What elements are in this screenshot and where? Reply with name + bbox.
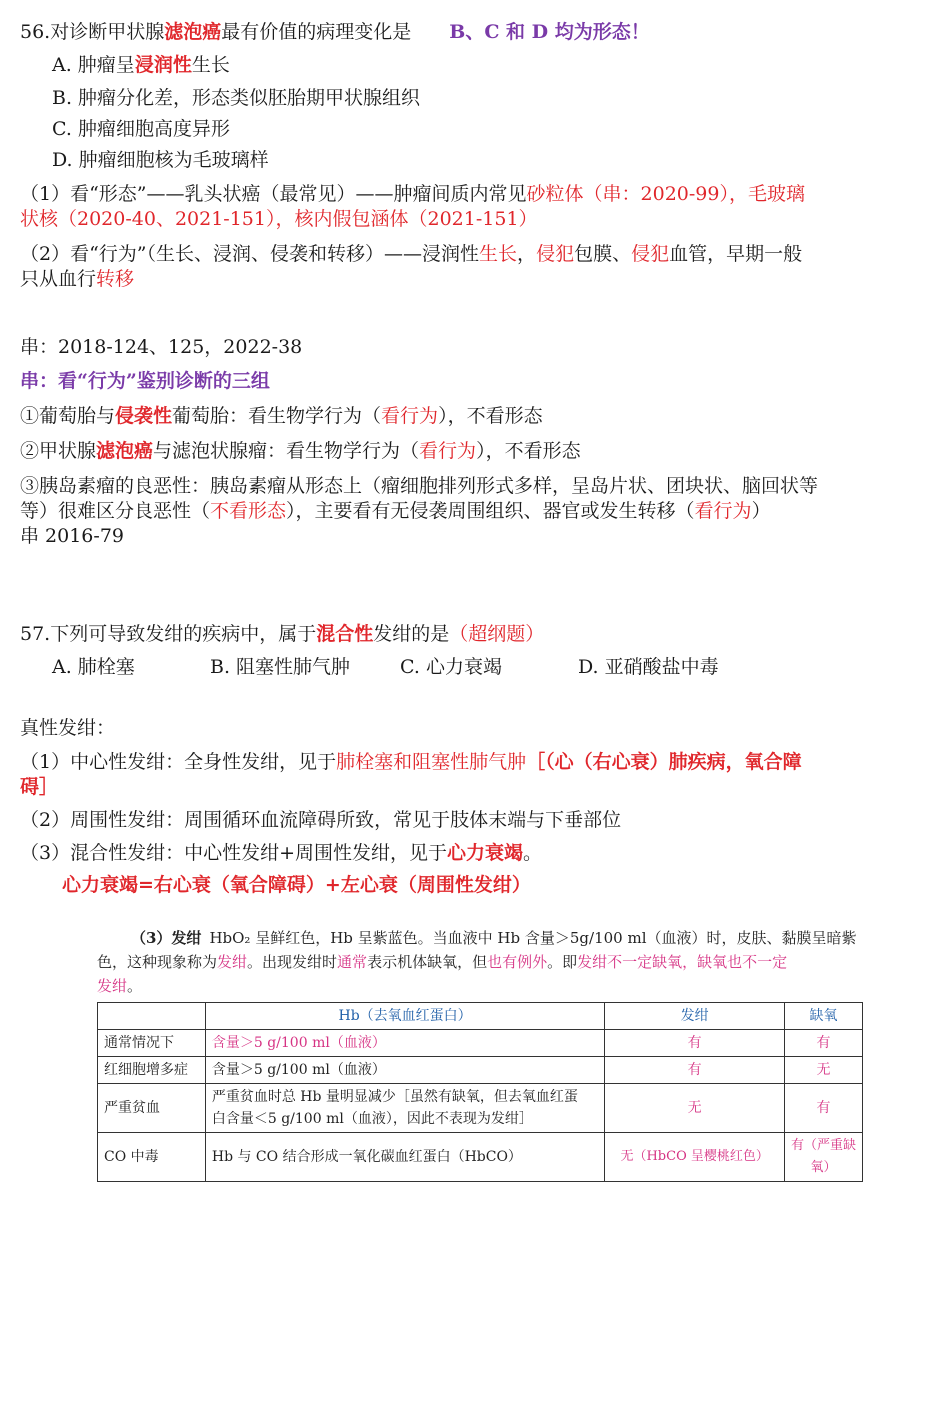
series-item-2-text-3: ），不看形态 — [476, 440, 581, 462]
series-item-3-line2 — [20, 499, 771, 524]
table-cell: 有（严重缺氧） — [785, 1133, 863, 1182]
q56-stem-keyword: 滤泡癌 — [164, 21, 222, 43]
series-item-3-text: 等）很难区分良恶性（ — [20, 500, 211, 522]
series-item-1-text: ①葡萄胎与 — [20, 405, 116, 427]
table-cell-line: 严重贫血时总 Hb 量明显减少［虽然有缺氧，但去氧血红蛋 — [211, 1089, 578, 1105]
q56-option-a — [52, 53, 230, 78]
q56-point2-text-2: 包膜、 — [574, 243, 632, 265]
q56-point2-red-2: 侵犯 — [536, 243, 575, 265]
q56-stem — [20, 20, 650, 45]
q56-option-d: D. 肿瘤细胞核为毛玻璃样 — [52, 149, 269, 171]
cyanosis-table — [97, 1002, 863, 1182]
series-item-2-text: ②甲状腺 — [20, 440, 97, 462]
textbook-line2-text: 色，这种现象称为 — [97, 953, 218, 971]
q57-formula: 心力衰竭=右心衰（氧合障碍）+左心衰（周围性发绀） — [62, 874, 531, 896]
q57-mixed-keyword: 心力衰竭 — [447, 842, 524, 864]
textbook-line3-pink: 发绀 — [97, 977, 128, 995]
series-item-3-red-1: 不看形态 — [210, 500, 287, 522]
table-cell: 严重贫血 — [98, 1084, 206, 1133]
q57-stem — [20, 622, 544, 647]
table-cell: 有 — [785, 1030, 863, 1057]
series-item-2 — [20, 439, 581, 464]
table-cell — [205, 1084, 604, 1133]
series-ref-2: 串 2016-79 — [20, 525, 124, 547]
table-row — [98, 1057, 863, 1084]
series-item-3-line1: ③胰岛素瘤的良恶性：胰岛素瘤从形态上（瘤细胞排列形式多样，呈岛片状、团块状、脑回状等 — [20, 475, 819, 497]
table-header-cell — [98, 1003, 206, 1030]
q56-point2-red-3: 侵犯 — [631, 243, 670, 265]
q56-point2-line2-text: 只从血行 — [20, 268, 97, 290]
series-item-1-keyword: 侵袭性 — [115, 405, 173, 427]
series-item-1 — [20, 404, 543, 429]
q56-option-b: B. 肿瘤分化差，形态类似胚胎期甲状腺组织 — [52, 87, 421, 109]
textbook-line1-text: HbO₂ 呈鲜红色，Hb 呈紫蓝色。当血液中 Hb 含量＞5g/100 ml（血液）时，皮肤、黏膜呈暗紫 — [209, 929, 857, 947]
q56-point1-red: 砂粒体（串：2020-99），毛玻璃 — [526, 183, 805, 205]
q56-stem-text: 对诊断甲状腺 — [50, 21, 165, 43]
q56-point1-text: （1）看“形态”——乳头状癌（最常见）——肿瘤间质内常见 — [20, 183, 527, 205]
series-item-2-keyword: 滤泡癌 — [96, 440, 154, 462]
q57-stem-keyword: 混合性 — [316, 623, 374, 645]
textbook-line2 — [97, 950, 863, 974]
series-item-2-text-2: 与滤泡状腺瘤：看生物学行为（ — [153, 440, 420, 462]
q56-option-c: C. 肿瘤细胞高度异形 — [52, 118, 230, 140]
q56-number: 56. — [20, 21, 51, 43]
textbook-title: （3）发绀 — [131, 929, 202, 947]
textbook-line2-text-4: 。即 — [547, 953, 578, 971]
q57-central-line2: 碍］ — [20, 776, 59, 798]
q57-central-red: 肺栓塞和阻塞性肺气肿 — [336, 751, 527, 773]
q57-mixed-period: 。 — [523, 842, 543, 864]
textbook-line2-text-2: 。出现发绀时 — [247, 953, 338, 971]
table-cell: 有 — [785, 1084, 863, 1133]
textbook-line1 — [97, 926, 863, 950]
q56-answer-note: B、C 和 D 均为形态！ — [449, 21, 650, 43]
table-row — [98, 1084, 863, 1133]
table-cell: 无 — [785, 1057, 863, 1084]
q56-option-a-text-2: 生长 — [191, 54, 230, 76]
textbook-line2-pink-4: 发绀不一定缺氧，缺氧也不一定 — [577, 953, 788, 971]
series-item-3-text-2: ），主要看有无侵袭周围组织、器官或发生转移（ — [286, 500, 695, 522]
table-row — [98, 1030, 863, 1057]
q57-central-text: （1）中心性发绀：全身性发绀，见于 — [20, 751, 337, 773]
q57-peripheral: （2）周围性发绀：周围循环血流障碍所致，常见于肢体末端与下垂部位 — [20, 809, 622, 831]
q56-point2-line1 — [20, 242, 802, 267]
series-item-3-text-3: ） — [751, 500, 771, 522]
textbook-line2-text-3: 表示机体缺氧，但 — [367, 953, 488, 971]
series-item-1-text-2: 葡萄胎：看生物学行为（ — [172, 405, 382, 427]
q56-point2-line2-red: 转移 — [96, 268, 135, 290]
q57-option-a: A. 肺栓塞 — [52, 656, 135, 678]
q57-stem-red: （超纲题） — [449, 623, 545, 645]
q57-option-d: D. 亚硝酸盐中毒 — [578, 656, 719, 678]
table-header-cell: 发绀 — [605, 1003, 785, 1030]
q57-central-line1 — [20, 750, 802, 775]
textbook-line2-pink-1: 发绀 — [217, 953, 248, 971]
q57-option-b: B. 阻塞性肺气肿 — [210, 656, 351, 678]
q57-mixed — [20, 841, 542, 866]
table-cell: 有 — [605, 1030, 785, 1057]
q56-point2-sep: ， — [517, 243, 537, 265]
table-cell: 含量＞5 g/100 ml（血液） — [205, 1057, 604, 1084]
series-item-1-text-3: ），不看形态 — [438, 405, 543, 427]
table-cell: 无 — [605, 1084, 785, 1133]
table-header-cell: 缺氧 — [785, 1003, 863, 1030]
q56-option-a-keyword: 浸润性 — [134, 54, 192, 76]
series-ref-1: 串：2018-124、125，2022-38 — [20, 336, 303, 358]
q56-point2-red-1: 生长 — [479, 243, 518, 265]
q56-stem-text-2: 最有价值的病理变化是 — [221, 21, 412, 43]
textbook-line2-pink-2: 通常 — [337, 953, 368, 971]
table-header-cell: Hb（去氧血红蛋白） — [205, 1003, 604, 1030]
q57-true-cyanosis-title: 真性发绀： — [20, 717, 116, 739]
series-item-1-red: 看行为 — [381, 405, 439, 427]
q57-central-bold: ［（心（右心衰）肺疾病，氧合障 — [526, 751, 802, 773]
table-cell: 红细胞增多症 — [98, 1057, 206, 1084]
q57-stem-text: 57.下列可导致发绀的疾病中，属于 — [20, 623, 317, 645]
series-heading: 串：看“行为”鉴别诊断的三组 — [20, 370, 270, 392]
table-header-row — [98, 1003, 863, 1030]
table-cell: 无（HbCO 呈樱桃红色） — [605, 1133, 785, 1182]
table-row — [98, 1133, 863, 1182]
table-cell: 含量＞5 g/100 ml（血液） — [205, 1030, 604, 1057]
table-cell-line: 白含量＜5 g/100 ml（血液），因此不表现为发绀］ — [211, 1111, 533, 1127]
q57-stem-text-2: 发绀的是 — [373, 623, 450, 645]
table-cell: 通常情况下 — [98, 1030, 206, 1057]
q56-point1-line2: 状核（2020-40、2021-151），核内假包涵体（2021-151） — [20, 208, 538, 230]
q56-point2-line2 — [20, 267, 134, 292]
textbook-line3-period: 。 — [127, 977, 143, 995]
q56-option-a-text: A. 肿瘤呈 — [52, 54, 135, 76]
series-item-2-red: 看行为 — [419, 440, 477, 462]
q57-mixed-text: （3）混合性发绀：中心性发绀+周围性发绀，见于 — [20, 842, 448, 864]
textbook-line3 — [97, 974, 863, 998]
q56-point2-text: （2）看“行为”（生长、浸润、侵袭和转移）——浸润性 — [20, 243, 480, 265]
q56-point1-line1 — [20, 182, 805, 207]
table-cell: CO 中毒 — [98, 1133, 206, 1182]
q57-option-c: C. 心力衰竭 — [400, 656, 502, 678]
table-cell: 有 — [605, 1057, 785, 1084]
q56-point2-text-3: 血管，早期一般 — [669, 243, 803, 265]
table-cell: Hb 与 CO 结合形成一氧化碳血红蛋白（HbCO） — [205, 1133, 604, 1182]
textbook-line2-pink-3: 也有例外 — [487, 953, 548, 971]
series-item-3-red-2: 看行为 — [694, 500, 752, 522]
